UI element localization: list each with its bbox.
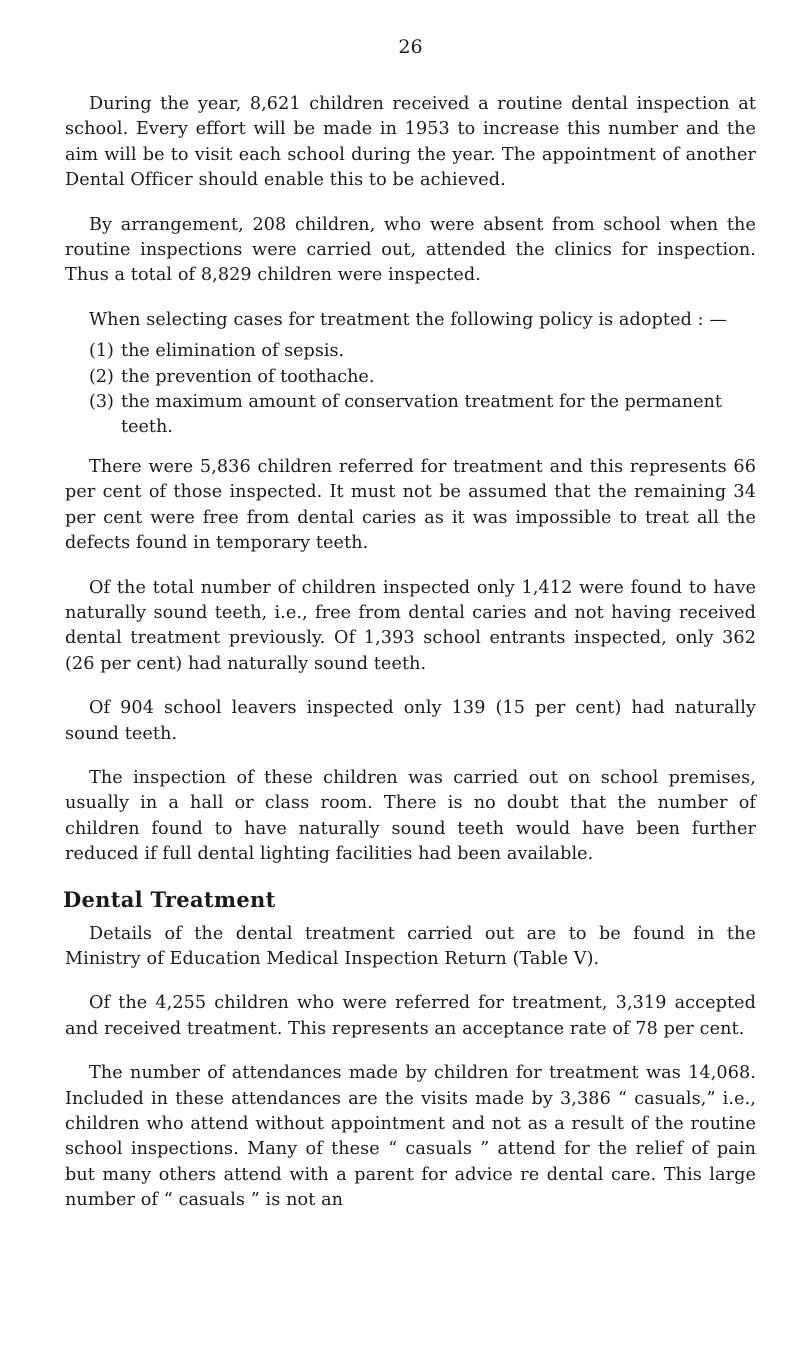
- paragraph-absent-children: By arrangement, 208 children, who were absent from school when the routine inspections were carried out, attended the clinics for inspection. Thus a total of 8,829 children were inspected.: [65, 214, 756, 286]
- paragraph-routine-inspection: During the year, 8,621 children received a routine dental inspection at school. Every effort will be made in 1953 to increase this number and the aim will be to visit each school during the year. The appointment of another Dental Officer should enable this to be achieved.: [65, 94, 756, 191]
- policy-list: [65, 339, 756, 441]
- paragraph-treatment-details: Details of the dental treatment carried out are to be found in the Ministry of Education Medical Inspection Return (Table V).: [65, 923, 756, 969]
- paragraph-sound-teeth: Of the total number of children inspected only 1,412 were found to have naturally sound teeth, i.e., free from dental caries and not having received dental treatment previously. Of 1,393 school entrants inspected, only 362 (26 per cent) had naturally sound teeth.: [65, 577, 756, 674]
- list-item-text: the maximum amount of conservation treatment for the permanent teeth.: [121, 392, 722, 438]
- page-number: 26: [398, 36, 423, 58]
- list-item-number: (2): [89, 366, 114, 387]
- section-heading: Dental Treatment: [63, 886, 276, 912]
- list-item-text: the elimination of sepsis.: [121, 341, 345, 362]
- paragraph-attendances: The number of attendances made by children for treatment was 14,068. Included in these attendances are the visits made by 3,386 “ casuals,” i.e., children who attend without appointment and not as a result of the routine school inspections. Many of these “ casuals ” attend for the relief of pain but many others attend with a parent for advice re dental care. This large number of “ casuals ” is not an: [65, 1063, 756, 1211]
- paragraph-school-leavers: Of 904 school leavers inspected only 139 (15 per cent) had naturally sound teeth.: [65, 698, 756, 744]
- paragraph-referred-treatment: There were 5,836 children referred for treatment and this represents 66 per cent of those inspected. It must not be assumed that the remaining 34 per cent were free from dental caries as it was impossible to treat all the defects found in temporary teeth.: [65, 456, 756, 554]
- list-item: [89, 390, 756, 441]
- paragraph-acceptance-rate: Of the 4,255 children who were referred for treatment, 3,319 accepted and received treatment. This represents an acceptance rate of 78 per cent.: [65, 993, 756, 1039]
- list-item-text: the prevention of toothache.: [121, 366, 375, 387]
- list-item: [89, 339, 756, 364]
- list-item-number: (3): [89, 392, 114, 413]
- paragraph-inspection-premises: The inspection of these children was carried out on school premises, usually in a hall or class room. There is no doubt that the number of children found to have naturally sound teeth would have been further reduced if full dental lighting facilities had been available.: [65, 767, 756, 865]
- list-item-number: (1): [89, 341, 114, 362]
- list-item: [89, 365, 756, 390]
- paragraph-policy-intro: When selecting cases for treatment the following policy is adopted : —: [89, 309, 728, 330]
